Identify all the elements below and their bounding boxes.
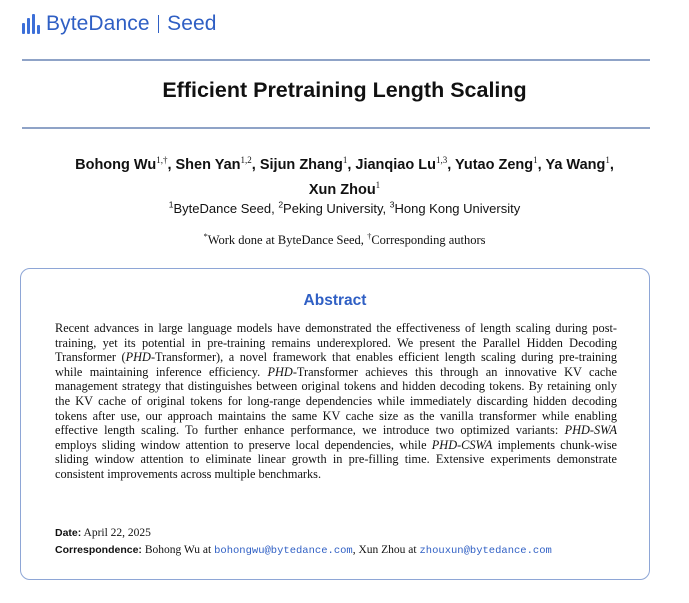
- affiliation: $^2$Peking University,: [278, 200, 390, 217]
- email-link-xun[interactable]: zhouxun@bytedance.com: [419, 545, 552, 557]
- brand-divider: [158, 15, 160, 33]
- author: Bohong $Wu^{1,\dagger}$,: [75, 155, 176, 173]
- correspondence-label: Correspondence:: [55, 544, 142, 556]
- bytedance-logo-icon: [22, 14, 40, 34]
- date-label: Date:: [55, 527, 82, 539]
- author-note: *Work done at ByteDance Seed, †Corresponding authors: [203, 231, 486, 248]
- author: Yutao Zeng$^1$,: [455, 155, 546, 173]
- affiliations: [0, 200, 689, 216]
- author-list: [20, 150, 669, 200]
- brand-primary: ByteDance: [46, 12, 150, 35]
- author: Xun Zhou$^1$: [308, 179, 381, 198]
- author: Shen Yan$^{1,2}$,: [175, 155, 260, 173]
- email-link-bohong[interactable]: bohongwu@bytedance.com: [214, 545, 353, 557]
- correspondence-line: Correspondence: Bohong Wu at bohongwu@bytedance.com, Xun Zhou at zhouxun@bytedance.com: [55, 544, 552, 557]
- author: Ya Wang$^1$,: [545, 155, 614, 173]
- date-line: [55, 527, 635, 539]
- date-value: April 22, 2025: [83, 527, 151, 539]
- bytedance-seed-logo: [22, 12, 217, 36]
- author: Jianqiao Lu$^{1,3}$,: [355, 155, 455, 173]
- abstract-box: [20, 268, 650, 580]
- abstract-text: Recent advances in large language models have demonstrated the effectiveness of length scaling during post-training, yet its potential in pre-training remains underexplored. We present the Parallel Hidden Decoding Transformer (PHD-Transformer), a novel framework that enables efficient length scaling during pre-training while maintaining inference efficiency. PHD-Transformer achieves this through an innovative KV cache management strategy that distinguishes between original tokens and hidden decoding tokens. By retaining only the KV cache of original tokens for long-range dependencies while immediately discarding hidden decoding tokens after use, our approach maintains the same KV cache size as the vanilla transformer while enabling effective length scaling. To further enhance performance, we introduce two optimized variants: PHD-SWA employs sliding window attention to preserve local dependencies, while PHD-CSWA implements chunk-wise sliding window attention to eliminate linear growth in pre-filling time. Extensive experiments demonstrate consistent improvements across multiple benchmarks.: [55, 321, 617, 481]
- top-rule: [22, 59, 650, 61]
- author: Sijun Zhang$^1$,: [259, 155, 356, 173]
- brand-secondary: Seed: [167, 12, 217, 35]
- affiliation: $^1$ByteDance Seed,: [168, 200, 279, 217]
- paper-title: Efficient Pretraining Length Scaling: [162, 78, 527, 102]
- affiliation: $^3$Hong Kong University: [389, 200, 521, 217]
- abstract-heading: Abstract: [303, 292, 367, 309]
- title-rule: [22, 127, 650, 129]
